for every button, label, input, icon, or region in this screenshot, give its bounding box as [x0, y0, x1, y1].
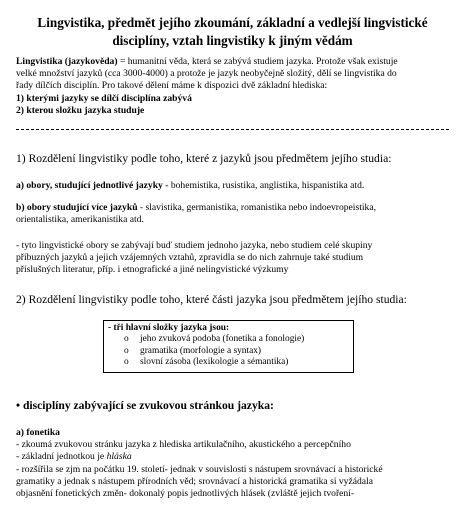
list-item	[124, 346, 349, 357]
item-b-text: - slavistika, germanistika, romanistika nebo indoevropeistika,	[137, 202, 376, 213]
circle-bullet-icon: o	[124, 357, 129, 368]
section-2-heading-text: Rozdělení lingvistiky podle toho, které části jazyka jsou předmětem jejího studia	[28, 293, 404, 306]
section-1-heading-colon: :	[388, 152, 392, 165]
component-vocabulary: slovní zásoba (lexikologie a sémantika)	[140, 357, 289, 368]
document-title	[20, 14, 445, 50]
item-b-label: b) obory studující více jazyků	[16, 202, 138, 213]
phonetics-line-3: - rozšířila se zjm na počátku 19. století- jednak v souvislosti s nástupem srovnávací a historické	[16, 463, 383, 475]
phonetics-line-4: gramatiky a jednak s nástupem přírodních věd; srovnávací a historická gramatika si vyžádala	[16, 475, 373, 487]
section-1-heading-text: Rozdělení lingvistiky podle toho, které z jazyků jsou předmětem jejího studia	[28, 152, 389, 165]
list-item	[124, 357, 349, 368]
criterion-1: 1) kterými jazyky se dílčí disciplína zabývá	[16, 92, 192, 104]
components-list	[108, 334, 349, 368]
phonetics-line-2-text: - základní jednotkou je	[16, 451, 107, 463]
box-title: - tři hlavní složky jazyka jsou:	[108, 323, 230, 333]
section-3-heading: • disciplíny zabývající se zvukovou stránkou jazyka:	[16, 399, 274, 412]
note-line-2: příbuzných jazyků a jejich vzájemných vztahů, zpravidla se do nich zahrnuje také studium	[16, 252, 364, 264]
language-components-box	[103, 320, 354, 373]
intro-term: Lingvistika (jazykověda)	[16, 56, 118, 67]
phonetics-line-1: - zkoumá zvukovou stránku jazyka z hlediska artikulačního, akustického a percepčního	[16, 439, 351, 451]
item-b-line-2: orientalistika, amerikanistika atd.	[16, 214, 144, 226]
phonetics-line-5: objasnění fonetických změn- dokonalý popis jednotlivých hlásek (zvláště jejich tvoření-	[16, 488, 355, 500]
intro-definition: = humanitní věda, která se zabývá studiem jazyka. Protože však existuje	[117, 56, 398, 67]
subsection-a-phonetics: a) fonetika	[16, 427, 60, 438]
section-2-heading	[16, 293, 456, 307]
item-a-label: a) obory, studující jednotlivé jazyky	[16, 180, 163, 191]
title-line-1: Lingvistika, předmět jejího zkoumání, základní a vedlejší lingvistické	[37, 15, 428, 30]
item-a-text: - bohemistika, rusistika, anglistika, hispanistika atd.	[162, 180, 365, 191]
divider-line	[16, 129, 449, 130]
component-phonetics: jeho zvuková podoba (fonetika a fonologie)	[140, 334, 305, 345]
section-1-heading	[16, 152, 456, 166]
section-1-item-a	[16, 180, 452, 192]
intro-line-1	[16, 56, 452, 68]
note-line-3: příslušných literatur, příp. i etnografické a jiné nelingvistické výzkumy	[16, 264, 289, 276]
circle-bullet-icon: o	[124, 334, 129, 345]
criterion-2: 2) kterou složku jazyka studuje	[16, 104, 145, 116]
component-grammar: gramatika (morfologie a syntax)	[140, 345, 262, 356]
section-1-note	[16, 240, 452, 277]
section-2-number: 2)	[16, 293, 29, 306]
section-3-body	[16, 427, 452, 500]
list-item	[124, 334, 349, 345]
phonetics-line-2	[16, 451, 452, 463]
phonetics-line-2-term: hláska	[106, 451, 132, 463]
title-line-2: disciplíny, vztah lingvistiky k jiným vědám	[112, 33, 353, 48]
intro-line-2: velké množství jazyků (cca 3000-4000) a protože je jazyk neobyčejně složitý, dělí se lingvistika do	[16, 68, 397, 80]
section-1-item-b	[16, 202, 452, 226]
intro-line-3: řady dílčích disciplín. Pro takové dělení máme k dispozici dvě základní hlediska:	[16, 80, 328, 92]
intro-paragraph	[16, 56, 452, 117]
item-b-line-1	[16, 202, 452, 214]
section-2-heading-colon: :	[403, 293, 407, 306]
section-1-number: 1)	[16, 152, 29, 165]
note-line-1: - tyto lingvistické obory se zabývají buď studiem jednoho jazyka, nebo studiem celé skupiny	[16, 240, 373, 251]
circle-bullet-icon: o	[124, 345, 129, 356]
